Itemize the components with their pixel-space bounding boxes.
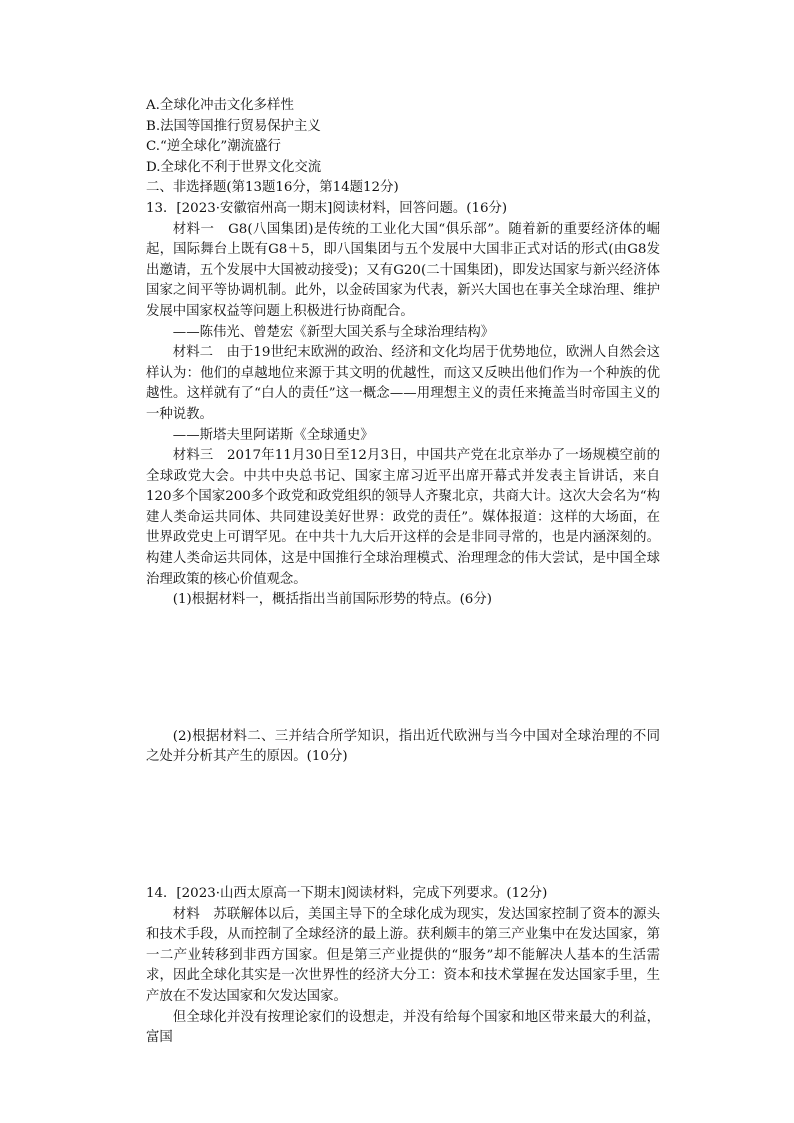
option-c: C.“逆全球化”潮流盛行	[146, 139, 281, 155]
q13-source-2: ——斯塔夫里阿诺斯《全球通史》	[172, 427, 374, 443]
answer-space-1	[146, 611, 660, 727]
answer-space-2	[146, 768, 660, 884]
q13-material-1: 材料一 G8(八国集团)是传统的工业化大国“俱乐部”。随着新的重要经济体的崛起，国际舞台上既有G8＋5，即八国集团与五个发展中大国非正式对话的形式(由G8发出邀请，五个发展中大国被动接受)；又有G20(二十国集团)，即发达国家与新兴经济体国家之间平等协调机制。此外，以金砖国家为代表，新兴大国也在事关全球治理、维护发展中国家权益等问题上积极进行协商配合。	[146, 221, 660, 319]
option-b: B.法国等国推行贸易保护主义	[146, 118, 321, 134]
document-body	[146, 96, 660, 1049]
q14-material: 材料 苏联解体以后，美国主导下的全球化成为现实，发达国家控制了资本的源头和技术手段，从而控制了全球经济的最上游。获利颇丰的第三产业集中在发达国家，第一二产业转移到非西方国家。但是第三产业提供的“服务”却不能解决人基本的生活需求，因此全球化其实是一次世界性的经济大分工：资本和技术掌握在发达国家手里，生产放在不发达国家和欠发达国家。	[146, 906, 660, 1004]
q13-source-1: ——陈伟光、曾楚宏《新型大国关系与全球治理结构》	[172, 324, 495, 340]
section-heading: 二、非选择题(第13题16分，第14题12分)	[146, 180, 399, 196]
q13-stem: 13．[2023·安徽宿州高一期末]阅读材料，回答问题。(16分)	[146, 200, 508, 216]
option-a: A.全球化冲击文化多样性	[146, 98, 294, 113]
q13-subquestion-1: (1)根据材料一，概括指出当前国际形势的特点。(6分)	[172, 592, 492, 608]
option-d: D.全球化不利于世界文化交流	[146, 159, 322, 175]
q14-material-continued: 但全球化并没有按理论家们的设想走，并没有给每个国家和地区带来最大的利益，富国	[146, 1009, 660, 1046]
q13-subquestion-2: (2)根据材料二、三并结合所学知识，指出近代欧洲与当今中国对全球治理的不同之处并分析其产生的原因。(10分)	[146, 728, 660, 765]
q13-material-2: 材料二 由于19世纪末欧洲的政治、经济和文化均居于优势地位，欧洲人自然会这样认为：他们的卓越地位来源于其文明的优越性，而这又反映出他们作为一个种族的优越性。这样就有了“白人的责任”这一概念——用理想主义的责任来掩盖当时帝国主义的一种说教。	[146, 345, 660, 422]
q13-material-3: 材料三 2017年11月30日至12月3日，中国共产党在北京举办了一场规模空前的全球政党大会。中共中央总书记、国家主席习近平出席开幕式并发表主旨讲话，来自120多个国家200多个政党和政党组织的领导人齐聚北京，共商大计。这次大会名为“构建人类命运共同体、共同建设美好世界：政党的责任”。媒体报道：这样的大场面，在世界政党史上可谓罕见。在中共十九大后开这样的会是非同寻常的，也是内涵深刻的。构建人类命运共同体，这是中国推行全球治理模式、治理理念的伟大尝试，是中国全球治理政策的核心价值观念。	[146, 448, 660, 587]
q14-stem: 14．[2023·山西太原高一下期末]阅读材料，完成下列要求。(12分)	[146, 886, 548, 902]
